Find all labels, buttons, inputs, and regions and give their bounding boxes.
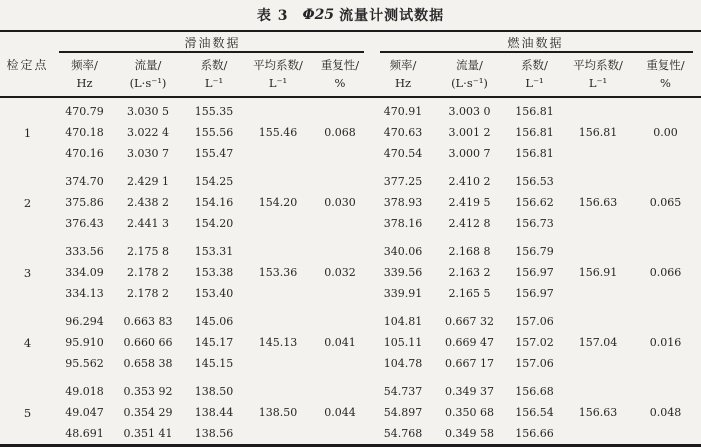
cell-fuel-flow: 3.001 2 bbox=[448, 126, 491, 139]
flowmeter-test-table bbox=[0, 30, 701, 447]
cell-fuel-frequency: 54.897 bbox=[383, 406, 423, 419]
cell-fuel-coefficient: 156.97 bbox=[515, 287, 554, 300]
table-row bbox=[0, 374, 701, 402]
cell-oil-frequency: 470.16 bbox=[65, 147, 104, 160]
cell-oil-frequency: 375.86 bbox=[65, 196, 104, 209]
col-unit: % bbox=[334, 75, 346, 90]
sub-header-row bbox=[0, 53, 701, 97]
cell-oil-frequency: 95.562 bbox=[65, 357, 104, 370]
cell-fuel-coefficient: 156.53 bbox=[515, 175, 554, 188]
col-header-fuel-coefficient bbox=[503, 53, 566, 97]
cell-oil-frequency: 49.047 bbox=[65, 406, 104, 419]
cell-point-id: 2 bbox=[23, 195, 32, 210]
cell-fuel-flow: 0.349 37 bbox=[445, 385, 494, 398]
table-row bbox=[0, 304, 701, 332]
cell-fuel-frequency: 340.06 bbox=[383, 245, 423, 258]
cell-oil-average: 154.20 bbox=[258, 196, 298, 209]
cell-fuel-frequency: 470.63 bbox=[383, 126, 423, 139]
cell-point-id: 5 bbox=[23, 405, 32, 420]
cell-fuel-flow: 0.669 47 bbox=[445, 336, 494, 349]
cell-fuel-frequency: 378.16 bbox=[383, 217, 423, 230]
cell-fuel-flow: 2.165 5 bbox=[448, 287, 491, 300]
col-label: 重复性/ bbox=[320, 58, 360, 73]
group-header-oil: 滑油数据 bbox=[55, 31, 370, 53]
cell-oil-flow: 0.351 41 bbox=[123, 427, 173, 440]
cell-oil-flow: 2.429 1 bbox=[127, 175, 169, 188]
col-header-fuel-flow bbox=[436, 53, 503, 97]
cell-fuel-flow: 0.667 32 bbox=[445, 315, 494, 328]
cell-fuel-frequency: 339.91 bbox=[383, 287, 423, 300]
cell-oil-flow: 2.175 8 bbox=[127, 245, 169, 258]
col-header-oil-flow bbox=[114, 53, 182, 97]
cell-oil-frequency: 95.910 bbox=[65, 336, 104, 349]
cell-oil-repeatability: 0.044 bbox=[324, 406, 356, 419]
cell-fuel-average: 157.04 bbox=[578, 336, 618, 349]
cell-oil-average: 138.50 bbox=[258, 406, 298, 419]
cell-oil-repeatability: 0.068 bbox=[324, 126, 356, 139]
cell-fuel-average: 156.81 bbox=[578, 126, 618, 139]
col-label: 平均系数/ bbox=[573, 58, 623, 73]
table-number: 表 3 bbox=[256, 8, 289, 24]
cell-oil-flow: 0.660 66 bbox=[123, 336, 173, 349]
table-title-text: 流量计测试数据 bbox=[339, 8, 445, 24]
cell-oil-coefficient: 155.56 bbox=[194, 126, 234, 139]
cell-point-id: 4 bbox=[23, 335, 32, 350]
col-unit: L⁻¹ bbox=[204, 75, 224, 90]
cell-oil-flow: 0.354 29 bbox=[123, 406, 173, 419]
cell-fuel-flow: 2.168 8 bbox=[448, 245, 491, 258]
cell-fuel-flow: 2.419 5 bbox=[448, 196, 491, 209]
cell-oil-repeatability: 0.030 bbox=[324, 196, 356, 209]
col-header-fuel-frequency bbox=[370, 53, 436, 97]
cell-oil-flow: 0.658 38 bbox=[123, 357, 173, 370]
cell-oil-flow: 2.441 3 bbox=[127, 217, 169, 230]
cell-fuel-coefficient: 156.66 bbox=[515, 427, 554, 440]
cell-fuel-frequency: 339.56 bbox=[383, 266, 423, 279]
cell-fuel-repeatability: 0.066 bbox=[649, 266, 682, 279]
cell-oil-average: 153.36 bbox=[258, 266, 298, 279]
col-header-oil-average bbox=[246, 53, 310, 97]
group-header-fuel: 燃油数据 bbox=[370, 31, 701, 53]
cell-oil-frequency: 334.09 bbox=[65, 266, 104, 279]
col-header-oil-repeatability bbox=[310, 53, 370, 97]
cell-fuel-average: 156.63 bbox=[578, 406, 618, 419]
col-unit: (L·s⁻¹) bbox=[129, 75, 167, 90]
cell-oil-coefficient: 153.31 bbox=[194, 245, 234, 258]
cell-oil-coefficient: 154.20 bbox=[194, 217, 234, 230]
cell-fuel-frequency: 105.11 bbox=[383, 336, 423, 349]
table-row bbox=[0, 234, 701, 262]
col-unit: % bbox=[660, 75, 671, 90]
cell-oil-frequency: 376.43 bbox=[65, 217, 104, 230]
cell-fuel-frequency: 470.54 bbox=[383, 147, 423, 160]
cell-oil-frequency: 333.56 bbox=[65, 245, 104, 258]
cell-fuel-repeatability: 0.00 bbox=[653, 126, 678, 139]
cell-oil-flow: 2.438 2 bbox=[127, 196, 169, 209]
cell-oil-frequency: 96.294 bbox=[65, 315, 104, 328]
cell-oil-coefficient: 145.17 bbox=[194, 336, 234, 349]
cell-oil-frequency: 470.79 bbox=[65, 105, 104, 118]
cell-fuel-flow: 0.349 58 bbox=[445, 427, 494, 440]
cell-oil-coefficient: 154.16 bbox=[194, 196, 234, 209]
cell-oil-flow: 0.353 92 bbox=[123, 385, 173, 398]
cell-oil-flow: 3.030 5 bbox=[127, 105, 169, 118]
cell-fuel-average: 156.91 bbox=[578, 266, 618, 279]
col-unit: L⁻¹ bbox=[525, 75, 544, 90]
col-unit: Hz bbox=[394, 75, 412, 90]
cell-oil-frequency: 48.691 bbox=[65, 427, 104, 440]
table-row bbox=[0, 97, 701, 122]
cell-fuel-coefficient: 156.81 bbox=[515, 147, 554, 160]
cell-fuel-repeatability: 0.065 bbox=[649, 196, 682, 209]
point-group-1 bbox=[0, 97, 701, 164]
cell-oil-flow: 3.030 7 bbox=[127, 147, 169, 160]
col-label: 平均系数/ bbox=[253, 58, 303, 73]
cell-oil-flow: 2.178 2 bbox=[127, 287, 169, 300]
cell-fuel-frequency: 104.81 bbox=[383, 315, 423, 328]
col-header-oil-frequency bbox=[55, 53, 114, 97]
cell-oil-frequency: 334.13 bbox=[65, 287, 104, 300]
cell-oil-repeatability: 0.032 bbox=[324, 266, 356, 279]
cell-fuel-coefficient: 156.79 bbox=[515, 245, 554, 258]
cell-fuel-flow: 2.410 2 bbox=[448, 175, 491, 188]
cell-oil-frequency: 374.70 bbox=[65, 175, 104, 188]
cell-fuel-frequency: 378.93 bbox=[383, 196, 423, 209]
cell-fuel-flow: 3.003 0 bbox=[448, 105, 491, 118]
cell-fuel-frequency: 104.78 bbox=[383, 357, 423, 370]
col-label: 系数/ bbox=[200, 58, 228, 73]
col-header-fuel-repeatability bbox=[630, 53, 701, 97]
cell-fuel-coefficient: 156.54 bbox=[515, 406, 554, 419]
cell-fuel-flow: 2.412 8 bbox=[448, 217, 491, 230]
cell-point-id: 1 bbox=[23, 125, 32, 140]
cell-fuel-coefficient: 156.62 bbox=[515, 196, 554, 209]
cell-fuel-flow: 3.000 7 bbox=[448, 147, 491, 160]
cell-oil-average: 155.46 bbox=[258, 126, 298, 139]
point-group-4 bbox=[0, 304, 701, 374]
cell-fuel-flow: 0.667 17 bbox=[445, 357, 494, 370]
cell-fuel-coefficient: 156.73 bbox=[515, 217, 554, 230]
col-label: 重复性/ bbox=[646, 58, 685, 73]
cell-oil-coefficient: 145.06 bbox=[194, 315, 234, 328]
cell-fuel-frequency: 54.768 bbox=[383, 427, 423, 440]
table-title bbox=[0, 0, 701, 30]
col-header-fuel-average bbox=[566, 53, 630, 97]
col-unit: Hz bbox=[76, 75, 93, 90]
cell-fuel-coefficient: 156.81 bbox=[515, 126, 554, 139]
col-label: 流量/ bbox=[134, 58, 162, 73]
cell-fuel-coefficient: 156.81 bbox=[515, 105, 554, 118]
cell-fuel-flow: 2.163 2 bbox=[448, 266, 491, 279]
col-unit: (L·s⁻¹) bbox=[451, 75, 488, 90]
cell-fuel-flow: 0.350 68 bbox=[445, 406, 494, 419]
cell-fuel-frequency: 54.737 bbox=[383, 385, 423, 398]
point-group-3 bbox=[0, 234, 701, 304]
col-unit: L⁻¹ bbox=[588, 75, 608, 90]
cell-oil-flow: 0.663 83 bbox=[123, 315, 173, 328]
cell-oil-frequency: 470.18 bbox=[65, 126, 104, 139]
col-header-oil-coefficient bbox=[182, 53, 246, 97]
col-label: 流量/ bbox=[456, 58, 483, 73]
cell-fuel-coefficient: 156.97 bbox=[515, 266, 554, 279]
cell-point-id: 3 bbox=[23, 265, 32, 280]
cell-oil-flow: 3.022 4 bbox=[127, 126, 169, 139]
cell-oil-repeatability: 0.041 bbox=[324, 336, 356, 349]
col-label: 频率/ bbox=[71, 58, 98, 73]
cell-fuel-coefficient: 157.06 bbox=[515, 357, 554, 370]
cell-fuel-average: 156.63 bbox=[578, 196, 618, 209]
cell-fuel-coefficient: 157.02 bbox=[515, 336, 554, 349]
col-label: 系数/ bbox=[521, 58, 548, 73]
cell-oil-coefficient: 138.50 bbox=[194, 385, 234, 398]
cell-oil-coefficient: 138.44 bbox=[194, 406, 234, 419]
cell-fuel-coefficient: 157.06 bbox=[515, 315, 554, 328]
cell-fuel-frequency: 470.91 bbox=[383, 105, 423, 118]
cell-oil-coefficient: 155.35 bbox=[194, 105, 234, 118]
cell-oil-coefficient: 153.38 bbox=[194, 266, 234, 279]
cell-oil-flow: 2.178 2 bbox=[127, 266, 169, 279]
point-group-2 bbox=[0, 164, 701, 234]
cell-oil-coefficient: 154.25 bbox=[194, 175, 234, 188]
cell-oil-coefficient: 153.40 bbox=[194, 287, 234, 300]
cell-oil-coefficient: 138.56 bbox=[194, 427, 234, 440]
col-label: 频率/ bbox=[389, 58, 417, 73]
cell-oil-coefficient: 145.15 bbox=[194, 357, 234, 370]
cell-fuel-repeatability: 0.048 bbox=[649, 406, 682, 419]
point-group-5 bbox=[0, 374, 701, 446]
group-header-row bbox=[0, 31, 701, 53]
flowmeter-model: Φ25 bbox=[302, 7, 335, 23]
cell-fuel-repeatability: 0.016 bbox=[649, 336, 682, 349]
col-header-checkpoint: 检定点 bbox=[0, 31, 55, 97]
cell-fuel-coefficient: 156.68 bbox=[515, 385, 554, 398]
cell-fuel-frequency: 377.25 bbox=[383, 175, 423, 188]
cell-oil-frequency: 49.018 bbox=[65, 385, 104, 398]
table-row bbox=[0, 164, 701, 192]
cell-oil-average: 145.13 bbox=[258, 336, 298, 349]
cell-oil-coefficient: 155.47 bbox=[194, 147, 234, 160]
col-unit: L⁻¹ bbox=[268, 75, 288, 90]
